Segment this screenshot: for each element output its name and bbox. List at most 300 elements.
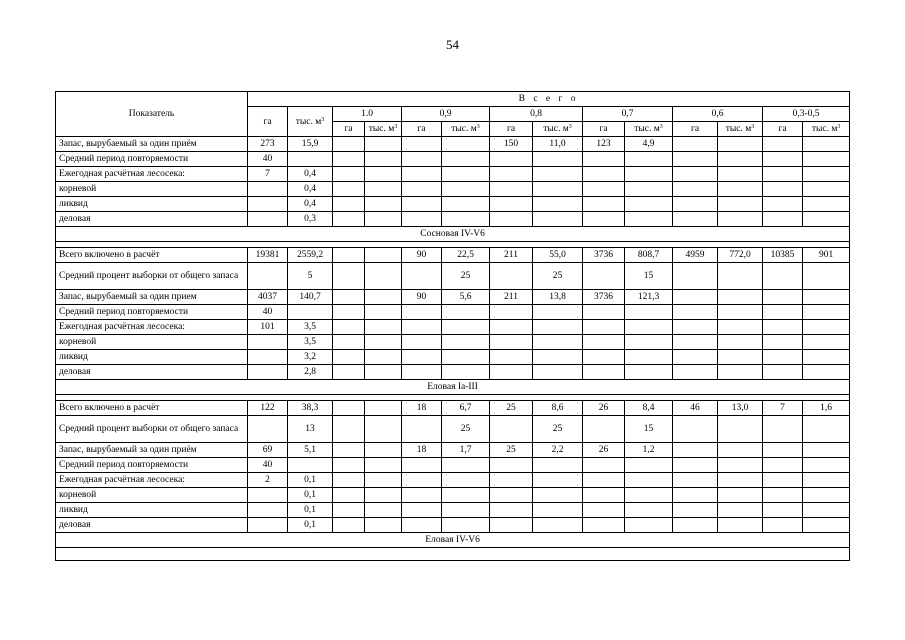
data-cell [365, 365, 402, 380]
data-cell [365, 197, 402, 212]
data-cell [533, 305, 583, 320]
data-cell [625, 335, 673, 350]
table-row [56, 518, 850, 533]
data-cell [442, 167, 490, 182]
data-cell [673, 365, 718, 380]
data-cell [673, 458, 718, 473]
data-cell [718, 335, 763, 350]
data-cell [718, 167, 763, 182]
data-cell: 25 [490, 443, 533, 458]
data-cell: 0,4 [288, 167, 333, 182]
data-cell [365, 518, 402, 533]
data-cell [583, 518, 625, 533]
indicator-header: Показатель [56, 92, 248, 137]
data-cell [673, 290, 718, 305]
data-cell: 5,1 [288, 443, 333, 458]
data-cell [333, 458, 365, 473]
data-cell [625, 167, 673, 182]
data-cell [763, 416, 803, 443]
data-cell: 19381 [248, 248, 288, 263]
data-cell [402, 167, 442, 182]
data-cell [490, 350, 533, 365]
data-cell [763, 365, 803, 380]
data-cell: 69 [248, 443, 288, 458]
data-cell: 55,0 [533, 248, 583, 263]
data-cell [583, 416, 625, 443]
data-cell [288, 152, 333, 167]
group-header: 0,3-0,5 [763, 107, 850, 122]
data-cell [673, 212, 718, 227]
section-row [56, 227, 850, 242]
data-cell [673, 305, 718, 320]
data-cell [533, 488, 583, 503]
data-cell: 11,0 [533, 137, 583, 152]
data-cell [333, 350, 365, 365]
row-label: Всего включено в расчёт [56, 401, 248, 416]
data-cell [442, 152, 490, 167]
data-cell [718, 197, 763, 212]
data-cell [803, 518, 850, 533]
data-cell [718, 137, 763, 152]
data-cell [763, 167, 803, 182]
data-cell [333, 518, 365, 533]
data-cell [442, 197, 490, 212]
row-label: Ежегодная расчётная лесосека: [56, 320, 248, 335]
data-cell: 38,3 [288, 401, 333, 416]
data-cell [365, 212, 402, 227]
data-cell [803, 365, 850, 380]
data-cell [673, 443, 718, 458]
header-row-1 [56, 92, 850, 107]
data-cell [533, 197, 583, 212]
data-cell [490, 263, 533, 290]
data-cell [333, 167, 365, 182]
table-row [56, 473, 850, 488]
data-cell [673, 416, 718, 443]
data-cell: 7 [763, 401, 803, 416]
table-row [56, 320, 850, 335]
data-cell [533, 518, 583, 533]
data-cell: 6,7 [442, 401, 490, 416]
data-cell: 18 [402, 443, 442, 458]
data-cell [718, 488, 763, 503]
row-label: Средний процент выборки от общего запаса [56, 263, 248, 290]
data-cell [442, 518, 490, 533]
data-cell [333, 320, 365, 335]
data-cell [803, 137, 850, 152]
data-cell [763, 212, 803, 227]
data-cell [583, 182, 625, 197]
data-cell [625, 488, 673, 503]
data-cell: 5 [288, 263, 333, 290]
data-cell [365, 488, 402, 503]
table-row [56, 416, 850, 443]
data-cell: 2,8 [288, 365, 333, 380]
data-cell: 90 [402, 290, 442, 305]
data-cell [803, 197, 850, 212]
table-row [56, 443, 850, 458]
data-cell [625, 197, 673, 212]
row-label: корневой [56, 335, 248, 350]
data-cell: 2,2 [533, 443, 583, 458]
data-cell [583, 350, 625, 365]
data-cell [583, 152, 625, 167]
data-cell [365, 305, 402, 320]
sub-volume-header: тыс. $м^3$ [625, 122, 673, 137]
data-cell [583, 212, 625, 227]
data-cell [442, 488, 490, 503]
row-label: корневой [56, 488, 248, 503]
data-cell [333, 305, 365, 320]
data-cell [533, 350, 583, 365]
total-header: В с е г о [248, 92, 850, 107]
data-cell: 25 [490, 401, 533, 416]
data-cell [763, 458, 803, 473]
data-cell: 140,7 [288, 290, 333, 305]
data-cell [718, 263, 763, 290]
data-cell: 2 [248, 473, 288, 488]
data-cell: 25 [533, 416, 583, 443]
data-cell: 15 [625, 416, 673, 443]
data-cell [490, 488, 533, 503]
data-cell [763, 137, 803, 152]
data-cell [718, 212, 763, 227]
row-label: ликвид [56, 503, 248, 518]
data-cell [333, 197, 365, 212]
data-cell: 2559,2 [288, 248, 333, 263]
data-cell [583, 458, 625, 473]
table-row [56, 197, 850, 212]
data-cell [718, 458, 763, 473]
data-cell [248, 212, 288, 227]
data-cell [490, 212, 533, 227]
data-cell [402, 320, 442, 335]
data-cell: 22,5 [442, 248, 490, 263]
row-label: ликвид [56, 197, 248, 212]
data-cell [625, 458, 673, 473]
spacer-row [56, 548, 850, 561]
total-volume-header: тыс. $м^3$ [288, 107, 333, 137]
data-cell [248, 335, 288, 350]
data-cell: 13,0 [718, 401, 763, 416]
data-cell [673, 167, 718, 182]
data-cell [718, 350, 763, 365]
row-label: Ежегодная расчётная лесосека: [56, 167, 248, 182]
data-cell [490, 167, 533, 182]
data-cell [402, 137, 442, 152]
table-row [56, 290, 850, 305]
data-cell [365, 263, 402, 290]
data-cell [490, 182, 533, 197]
data-cell [583, 335, 625, 350]
data-cell: 40 [248, 458, 288, 473]
data-cell [763, 182, 803, 197]
table-row [56, 350, 850, 365]
data-cell [803, 503, 850, 518]
data-cell: 121,3 [625, 290, 673, 305]
table-row [56, 152, 850, 167]
data-cell [365, 137, 402, 152]
data-cell [402, 152, 442, 167]
data-cell [533, 458, 583, 473]
row-label: Средний период повторяемости [56, 152, 248, 167]
data-cell [333, 137, 365, 152]
row-label: Средний период повторяемости [56, 458, 248, 473]
data-cell [803, 473, 850, 488]
data-cell [402, 263, 442, 290]
row-label: деловая [56, 518, 248, 533]
data-cell: 1,7 [442, 443, 490, 458]
data-cell [490, 503, 533, 518]
data-cell: 901 [803, 248, 850, 263]
data-cell: 123 [583, 137, 625, 152]
data-cell [490, 365, 533, 380]
sub-volume-header: тыс. $м^3$ [365, 122, 402, 137]
data-cell: 3736 [583, 290, 625, 305]
data-cell: 1,2 [625, 443, 673, 458]
data-cell: 46 [673, 401, 718, 416]
data-cell [248, 350, 288, 365]
data-cell: 0,4 [288, 182, 333, 197]
table-row [56, 503, 850, 518]
data-cell: 4,9 [625, 137, 673, 152]
data-cell [442, 350, 490, 365]
data-cell: 25 [533, 263, 583, 290]
data-cell [333, 212, 365, 227]
data-cell [333, 290, 365, 305]
data-cell [803, 488, 850, 503]
data-cell [442, 182, 490, 197]
data-cell [583, 488, 625, 503]
data-cell [533, 503, 583, 518]
data-cell [673, 152, 718, 167]
row-label: корневой [56, 182, 248, 197]
sub-ha-header: га [583, 122, 625, 137]
data-cell [763, 350, 803, 365]
data-cell: 8,6 [533, 401, 583, 416]
data-cell [673, 503, 718, 518]
data-cell [625, 503, 673, 518]
table-row [56, 137, 850, 152]
data-cell [402, 365, 442, 380]
data-cell [333, 488, 365, 503]
data-cell [442, 473, 490, 488]
row-label: Запас, вырубаемый за один приём [56, 443, 248, 458]
data-cell [673, 137, 718, 152]
row-label: ликвид [56, 350, 248, 365]
sub-volume-header: тыс. $м^3$ [803, 122, 850, 137]
data-cell: 150 [490, 137, 533, 152]
data-cell: 772,0 [718, 248, 763, 263]
data-cell [803, 152, 850, 167]
data-cell [365, 458, 402, 473]
data-cell [718, 443, 763, 458]
data-cell [333, 335, 365, 350]
data-cell [625, 320, 673, 335]
data-cell: 7 [248, 167, 288, 182]
data-cell: 5,6 [442, 290, 490, 305]
data-cell [490, 458, 533, 473]
data-cell [402, 458, 442, 473]
data-cell [533, 473, 583, 488]
data-cell [333, 182, 365, 197]
data-cell [803, 212, 850, 227]
data-cell [333, 473, 365, 488]
data-cell: 0,1 [288, 488, 333, 503]
data-cell: 0,4 [288, 197, 333, 212]
data-cell [763, 518, 803, 533]
sub-ha-header: га [402, 122, 442, 137]
data-cell [718, 365, 763, 380]
data-cell [718, 473, 763, 488]
data-cell [442, 212, 490, 227]
data-cell [673, 350, 718, 365]
data-cell [442, 503, 490, 518]
data-cell: 8,4 [625, 401, 673, 416]
data-cell [490, 152, 533, 167]
data-cell [763, 290, 803, 305]
table-row [56, 263, 850, 290]
row-label: Средний процент выборки от общего запаса [56, 416, 248, 443]
data-cell [803, 290, 850, 305]
data-cell: 122 [248, 401, 288, 416]
data-cell [625, 152, 673, 167]
data-cell [365, 503, 402, 518]
data-cell [402, 518, 442, 533]
data-cell [442, 320, 490, 335]
data-cell: 273 [248, 137, 288, 152]
data-cell [763, 263, 803, 290]
data-cell [365, 350, 402, 365]
data-cell [718, 416, 763, 443]
data-cell [333, 152, 365, 167]
data-cell: 26 [583, 443, 625, 458]
data-cell [333, 248, 365, 263]
data-cell: 211 [490, 248, 533, 263]
table-row [56, 167, 850, 182]
group-header: 0,9 [402, 107, 490, 122]
data-cell [763, 488, 803, 503]
sub-ha-header: га [673, 122, 718, 137]
data-cell [803, 458, 850, 473]
data-cell [533, 365, 583, 380]
data-cell: 4037 [248, 290, 288, 305]
data-cell [365, 401, 402, 416]
data-cell [248, 518, 288, 533]
data-cell: 10385 [763, 248, 803, 263]
data-cell [803, 416, 850, 443]
data-cell [763, 152, 803, 167]
table-row [56, 488, 850, 503]
data-cell: 15 [625, 263, 673, 290]
data-cell [673, 197, 718, 212]
data-cell [673, 263, 718, 290]
sub-volume-header: тыс. $м^3$ [718, 122, 763, 137]
data-cell: 0,1 [288, 503, 333, 518]
data-cell [333, 443, 365, 458]
table-row [56, 401, 850, 416]
data-cell [583, 305, 625, 320]
data-cell: 3,5 [288, 320, 333, 335]
table-row [56, 458, 850, 473]
data-cell: 211 [490, 290, 533, 305]
data-cell: 40 [248, 305, 288, 320]
data-cell: 101 [248, 320, 288, 335]
data-cell [583, 167, 625, 182]
data-cell [763, 335, 803, 350]
data-cell [533, 320, 583, 335]
data-cell [442, 137, 490, 152]
group-header: 0,6 [673, 107, 763, 122]
data-cell [288, 305, 333, 320]
row-label: Запас, вырубаемый за один прием [56, 290, 248, 305]
sub-ha-header: га [333, 122, 365, 137]
data-cell: 13,8 [533, 290, 583, 305]
row-label: деловая [56, 212, 248, 227]
data-cell [402, 182, 442, 197]
data-cell [533, 212, 583, 227]
data-cell: 3736 [583, 248, 625, 263]
data-cell [402, 212, 442, 227]
sub-ha-header: га [763, 122, 803, 137]
data-cell [333, 416, 365, 443]
group-header: 0,8 [490, 107, 583, 122]
data-cell [490, 335, 533, 350]
data-cell [625, 518, 673, 533]
data-cell [402, 305, 442, 320]
data-cell: 808,7 [625, 248, 673, 263]
data-cell [583, 197, 625, 212]
data-cell [718, 290, 763, 305]
data-cell [803, 350, 850, 365]
data-cell [803, 182, 850, 197]
data-cell: 0,1 [288, 518, 333, 533]
data-cell [365, 416, 402, 443]
data-cell [763, 503, 803, 518]
data-cell [490, 197, 533, 212]
data-cell: 15,9 [288, 137, 333, 152]
data-cell [248, 416, 288, 443]
sub-volume-header: тыс. $м^3$ [533, 122, 583, 137]
data-cell [490, 305, 533, 320]
sub-ha-header: га [490, 122, 533, 137]
data-cell [763, 305, 803, 320]
data-cell [365, 473, 402, 488]
row-label: Средний период повторяемости [56, 305, 248, 320]
data-cell [333, 401, 365, 416]
data-cell [402, 335, 442, 350]
section-row [56, 533, 850, 548]
data-cell [365, 152, 402, 167]
data-cell [490, 473, 533, 488]
data-cell [490, 416, 533, 443]
data-cell [533, 167, 583, 182]
spacer-cell [56, 548, 850, 561]
sub-volume-header: тыс. $м^3$ [442, 122, 490, 137]
data-cell [718, 152, 763, 167]
data-cell [490, 518, 533, 533]
data-cell [402, 416, 442, 443]
data-cell [625, 350, 673, 365]
stock-table [55, 91, 850, 561]
data-cell: 0,3 [288, 212, 333, 227]
data-cell [442, 365, 490, 380]
data-cell: 26 [583, 401, 625, 416]
row-label: деловая [56, 365, 248, 380]
data-cell: 3,2 [288, 350, 333, 365]
data-cell [402, 197, 442, 212]
data-cell [803, 305, 850, 320]
